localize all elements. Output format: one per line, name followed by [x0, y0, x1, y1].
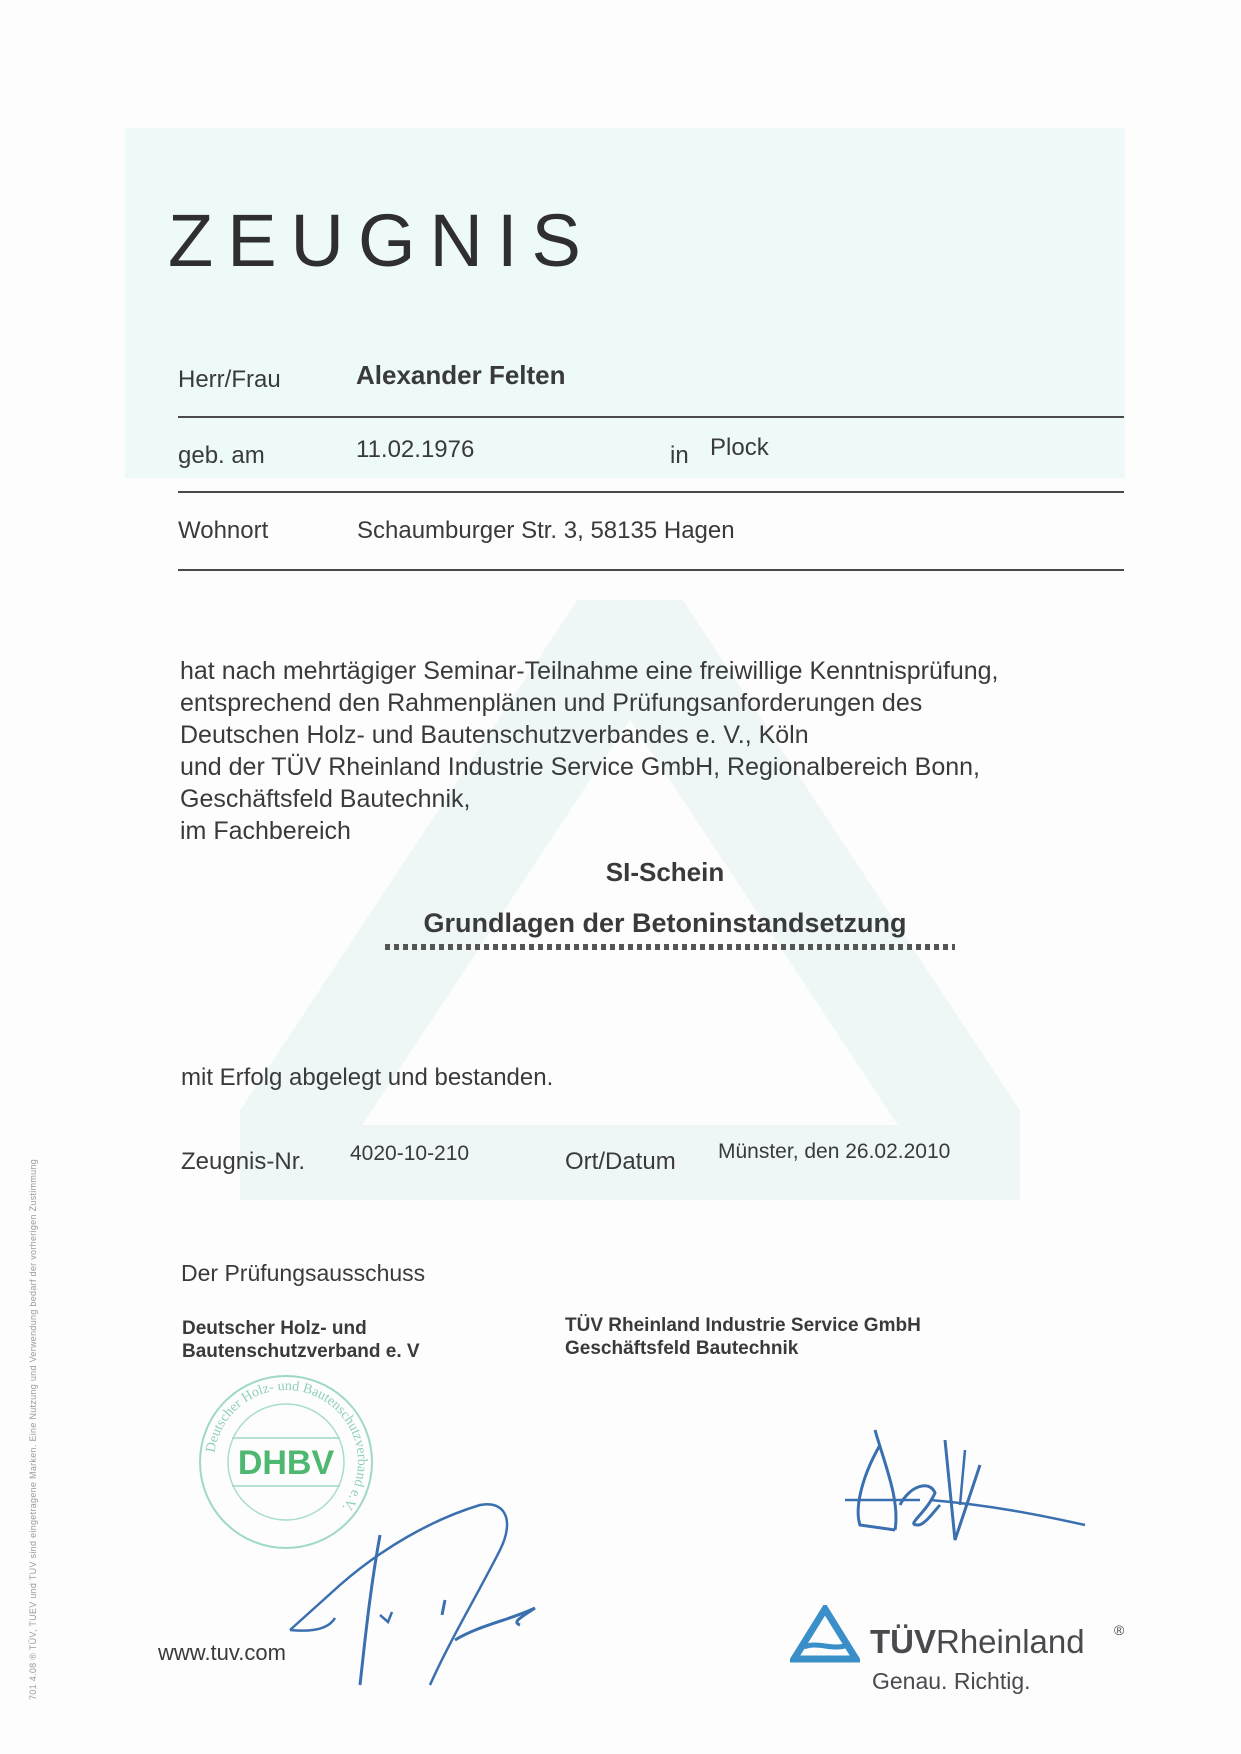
name-value: Alexander Felten	[356, 360, 566, 390]
body-line: hat nach mehrtägiger Seminar-Teilnahme eine freiwillige Kenntnisprüfung,	[180, 657, 999, 685]
dotted-underline	[385, 944, 955, 950]
subject-title: Grundlagen der Betoninstandsetzung	[423, 908, 907, 938]
divider	[178, 416, 1124, 418]
divider	[178, 491, 1124, 493]
body-line: im Fachbereich	[180, 817, 351, 845]
certificate-name: SI-Schein	[605, 857, 725, 887]
cert-number-value: 4020-10-210	[350, 1142, 470, 1165]
birth-date-label: geb. am	[178, 442, 265, 469]
tuv-brand-name: TÜVRheinland	[870, 1623, 1085, 1660]
certificate-body-text	[180, 655, 999, 847]
birthplace-label: in	[670, 442, 689, 469]
signature-tuv	[840, 1425, 1090, 1545]
body-line: Deutschen Holz- und Bautenschutzverbandes e. V., Köln	[180, 721, 809, 749]
body-line: Geschäftsfeld Bautechnik,	[180, 785, 471, 813]
birth-date-value: 11.02.1976	[356, 436, 475, 463]
place-date-label: Ort/Datum	[565, 1148, 676, 1175]
svg-text:DHBV: DHBV	[237, 1444, 335, 1482]
residence-value: Schaumburger Str. 3, 58135 Hagen	[357, 517, 735, 544]
committee-label: Der Prüfungsausschuss	[181, 1260, 426, 1286]
result-text: mit Erfolg abgelegt und bestanden.	[181, 1064, 554, 1091]
signature-dhbv	[280, 1500, 540, 1690]
body-line: entsprechend den Rahmenplänen und Prüfungsanforderungen des	[180, 689, 923, 717]
divider	[178, 569, 1124, 571]
body-line: und der TÜV Rheinland Industrie Service GmbH, Regionalbereich Bonn,	[180, 753, 980, 781]
cert-number-label: Zeugnis-Nr.	[181, 1148, 306, 1175]
tuv-slogan: Genau. Richtig.	[872, 1668, 1031, 1694]
tuv-triangle-logo-icon	[790, 1605, 860, 1663]
org-tuv: TÜV Rheinland Industrie Service GmbH Geschäftsfeld Bautechnik	[565, 1315, 921, 1359]
place-date-value: Münster, den 26.02.2010	[718, 1140, 951, 1163]
svg-text:Deutscher Holz- und Bautenschu: Deutscher Holz- und Bautenschutzverband e.V.	[203, 1378, 370, 1515]
residence-label: Wohnort	[178, 517, 269, 544]
trademark-side-note: 701 4.08 ® TÜV, TUEV und TUV sind eingetragene Marken. Eine Nutzung und Verwendung bedarf der vorherigen Zustimmung	[28, 1158, 38, 1700]
registered-mark: ®	[1114, 1622, 1125, 1638]
org-dhbv: Deutscher Holz- und Bautenschutzverband e. V	[182, 1318, 420, 1362]
header-tint-panel	[125, 128, 1125, 478]
page-title: ZEUGNIS	[168, 199, 595, 282]
birthplace-value: Plock	[710, 434, 769, 461]
website-link[interactable]: www.tuv.com	[158, 1640, 286, 1665]
name-label: Herr/Frau	[178, 366, 281, 393]
